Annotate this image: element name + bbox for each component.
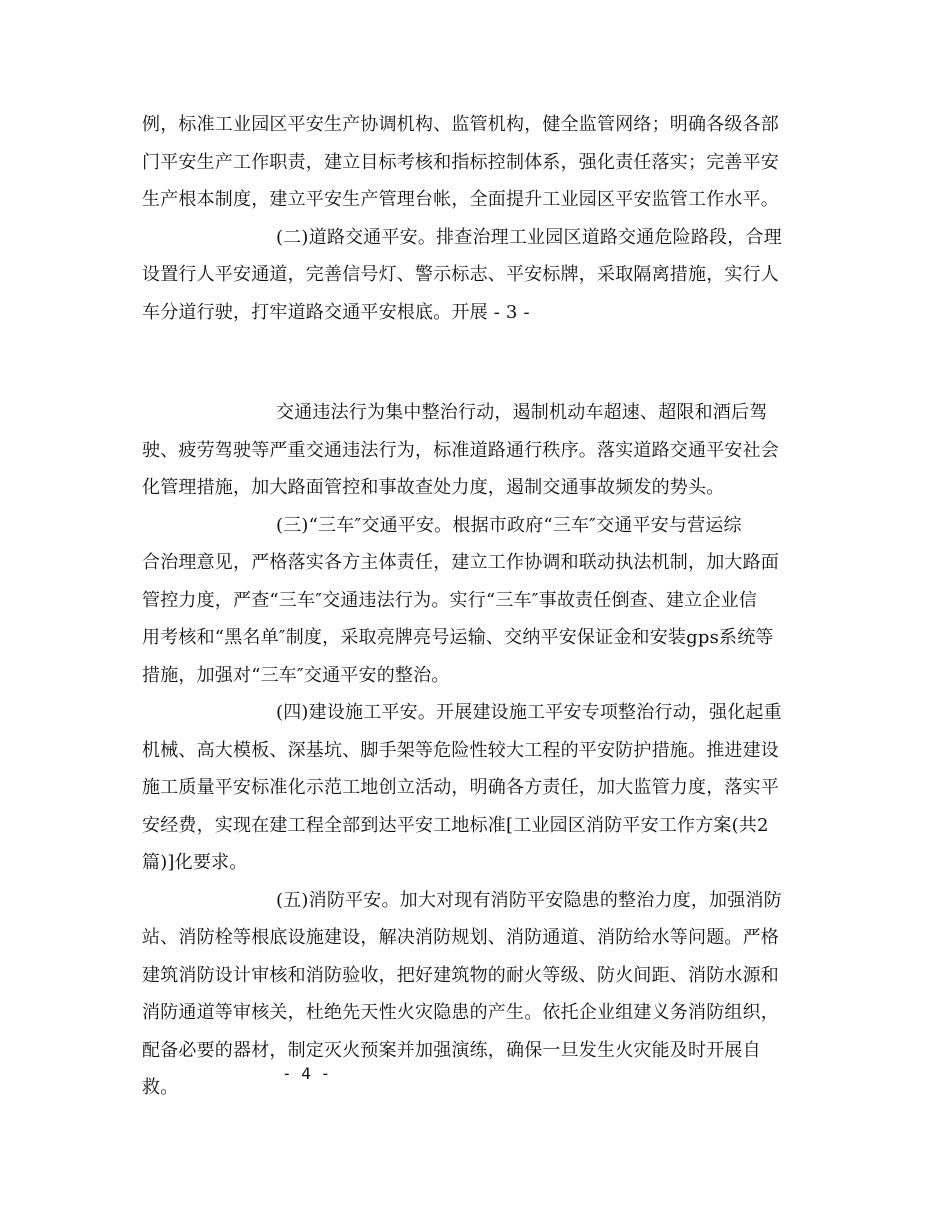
paragraph-heading-4: (四)建设施工平安。开展建设施工平安专项整治行动，强化起重 [276, 702, 782, 723]
text-line: 安经费，实现在建工程全部到达平安工地标准[工业园区消防平安工作方案(共2 [142, 814, 769, 836]
text-line: 配备必要的器材，制定灭火预案并加强演练，确保一旦发生火灾能及时开展自 [142, 1039, 761, 1061]
text-line: 消防通道等审核关，杜绝先天性火灾隐患的产生。依托企业组建义务消防组织， [142, 1002, 779, 1023]
text-line: 篇)]化要求。 [142, 852, 248, 873]
paragraph-heading-3: (三)“三车″交通平安。根据市政府“三车″交通平安与营运综 [276, 514, 742, 536]
text-block-main [142, 394, 812, 1107]
text-line-continued: 交通违法行为集中整治行动，遏制机动车超速、超限和酒后驾 [276, 402, 768, 423]
text-line: 门平安生产工作职责，建立目标考核和指标控制体系，强化责任落实；完善平安 [142, 151, 779, 173]
text-line: 救。 [142, 1077, 179, 1098]
text-line: 施工质量平安标准化示范工地创立活动，明确各方责任，加大监管力度，落实平 [142, 777, 779, 798]
paragraph-heading-2: (二)道路交通平安。排查治理工业园区道路交通危险路段，合理 [276, 226, 782, 248]
page-number: - 4 - [282, 1064, 331, 1083]
text-line: 用考核和“黑名单″制度，采取亮牌亮号运输、交纳平安保证金和安装gps系统等 [142, 627, 774, 648]
paragraph-heading-5: (五)消防平安。加大对现有消防平安隐患的整治力度，加强消防 [276, 889, 782, 911]
text-line: 机械、高大模板、深基坑、脚手架等危险性较大工程的平安防护措施。推进建设 [142, 739, 779, 761]
text-line: 车分道行驶，打牢道路交通平安根底。开展 - 3 - [142, 301, 530, 323]
text-line: 生产根本制度，建立平安生产管理台帐，全面提升工业园区平安监管工作水平。 [142, 189, 779, 210]
text-line: 管控力度，严查“三车″交通违法行为。实行“三车″事故责任倒查、建立企业信 [142, 589, 758, 611]
text-line: 设置行人平安通道，完善信号灯、警示标志、平安标牌，采取隔离措施，实行人 [142, 264, 779, 285]
text-line: 建筑消防设计审核和消防验收，把好建筑物的耐火等级、防火间距、消防水源和 [142, 964, 779, 986]
text-block-top [142, 106, 812, 331]
text-line: 例，标准工业园区平安生产协调机构、监管机构，健全监管网络；明确各级各部 [142, 114, 779, 135]
text-line: 措施，加强对“三车″交通平安的整治。 [142, 664, 450, 686]
text-line: 站、消防栓等根底设施建设，解决消防规划、消防通道、消防给水等问题。严格 [142, 927, 779, 948]
text-line: 化管理措施，加大路面管控和事故查处力度，遏制交通事故频发的势头。 [142, 477, 725, 498]
text-line: 驶、疲劳驾驶等严重交通违法行为，标准道路通行秩序。落实道路交通平安社会 [142, 439, 779, 461]
text-line: 合治理意见，严格落实各方主体责任，建立工作协调和联动执法机制，加大路面 [142, 552, 779, 573]
